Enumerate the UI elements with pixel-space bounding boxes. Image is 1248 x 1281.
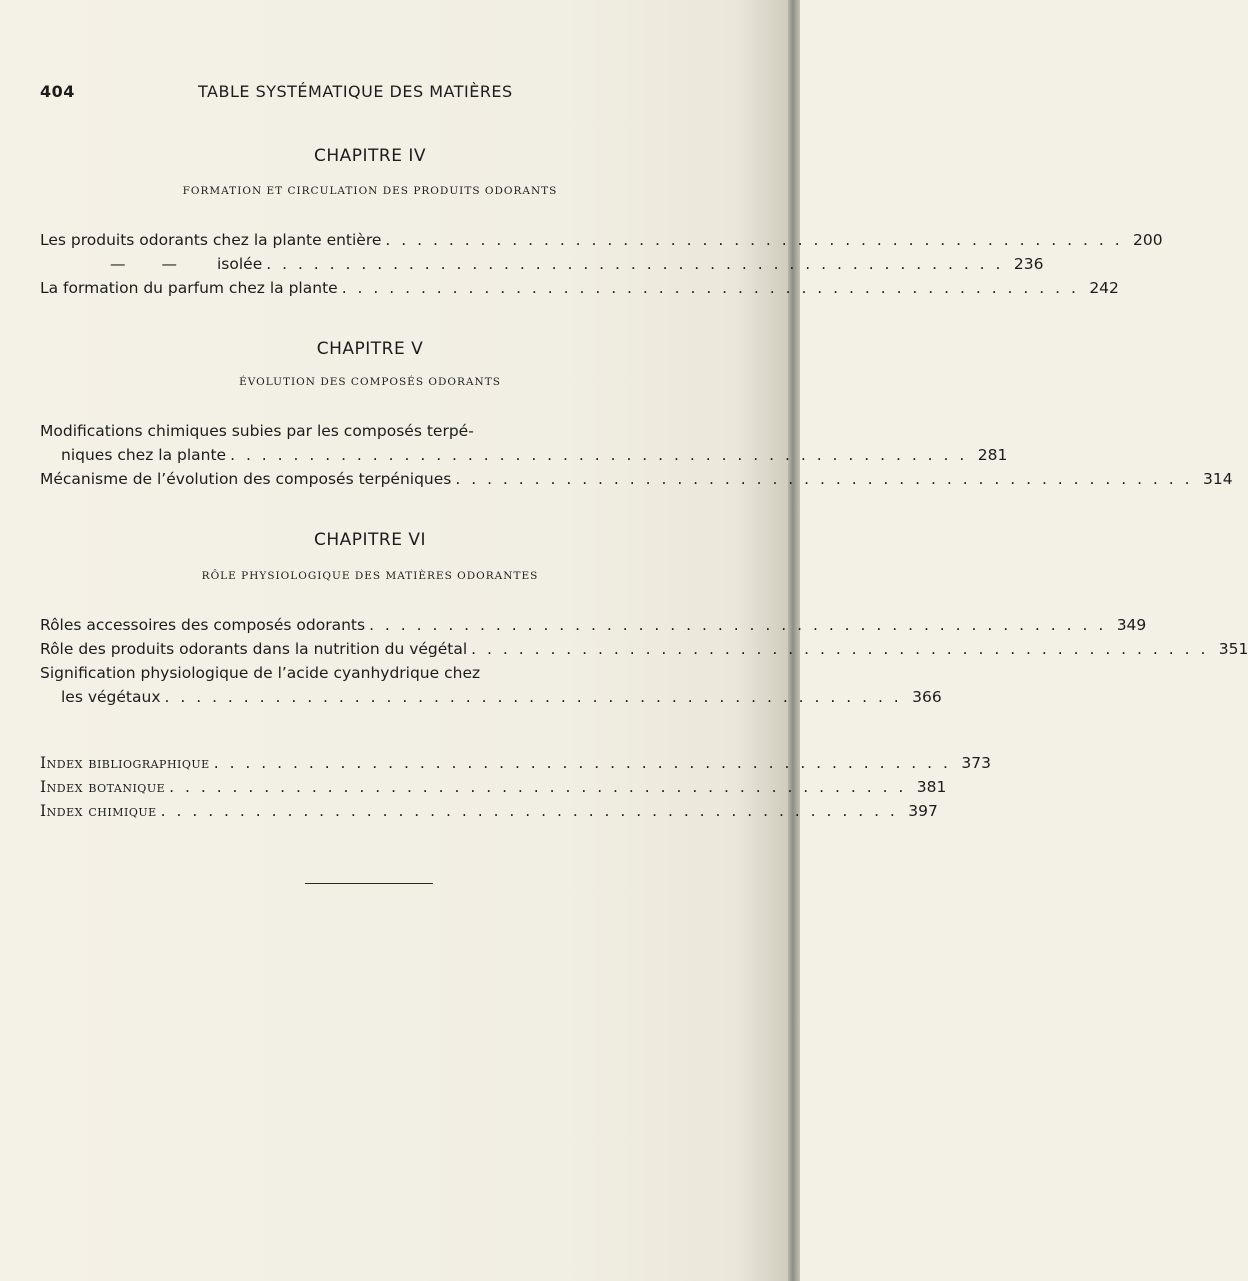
toc-entry[interactable] bbox=[40, 277, 1119, 299]
toc-entry[interactable] bbox=[40, 614, 1147, 636]
toc-entry[interactable] bbox=[40, 253, 1044, 275]
chapter-6-title: CHAPITRE VI bbox=[313, 530, 427, 550]
dot-leader: . . . . . . . . . . . . . . . . . . . . . . . . . . . . . . . . . . . . . . . . . . . . . . . bbox=[385, 231, 1123, 249]
index-entry-page: 381 bbox=[916, 778, 947, 796]
dot-leader: . . . . . . . . . . . . . . . . . . . . . . . . . . . . . . . . . . . . . . . . . . . . . . . bbox=[369, 616, 1107, 634]
toc-entry-text: Mécanisme de l’évolution des composés terpéniques bbox=[40, 470, 452, 488]
index-entry-page: 397 bbox=[908, 802, 938, 820]
toc-entry[interactable] bbox=[40, 686, 942, 708]
toc-entry-text: niques chez la plante bbox=[61, 446, 227, 464]
toc-entry-page: 314 bbox=[1202, 470, 1233, 488]
chapter-5-title: CHAPITRE V bbox=[316, 339, 424, 359]
toc-entry-page: 349 bbox=[1116, 616, 1147, 634]
ditto-mark: — bbox=[110, 255, 126, 273]
toc-entry[interactable] bbox=[40, 229, 1163, 251]
dot-leader: . . . . . . . . . . . . . . . . . . . . . . . . . . . . . . . . . . . . . . . . . . . . . . . bbox=[164, 688, 902, 706]
index-entry-text: Index botanique bbox=[40, 778, 166, 796]
toc-entry-text: La formation du parfum chez la plante bbox=[40, 279, 338, 297]
toc-entry-text-line1: Modifications chimiques subies par les composés terpé- bbox=[40, 422, 474, 440]
toc-entry-page: 351 bbox=[1218, 640, 1248, 658]
toc-entry-page: 281 bbox=[977, 446, 1008, 464]
running-title: TABLE SYSTÉMATIQUE DES MATIÈRES bbox=[198, 82, 513, 101]
index-entry-text: Index chimique bbox=[40, 802, 157, 820]
end-rule bbox=[305, 883, 433, 884]
page-header bbox=[40, 82, 700, 106]
toc-entry-text: les végétaux bbox=[61, 688, 161, 706]
chapter-5-subtitle: ÉVOLUTION DES COMPOSÉS ODORANTS bbox=[239, 376, 501, 388]
index-entry[interactable] bbox=[40, 752, 991, 774]
dot-leader: . . . . . . . . . . . . . . . . . . . . . . . . . . . . . . . . . . . . . . . . . . . . . . . bbox=[471, 640, 1209, 658]
toc-entry-text: isolée bbox=[217, 255, 263, 273]
dot-leader: . . . . . . . . . . . . . . . . . . . . . . . . . . . . . . . . . . . . . . . . . . . . . . . bbox=[213, 754, 951, 772]
dot-leader: . . . . . . . . . . . . . . . . . . . . . . . . . . . . . . . . . . . . . . . . . . . . . . . bbox=[455, 470, 1193, 488]
chapter-6-subtitle: RÔLE PHYSIOLOGIQUE DES MATIÈRES ODORANTES bbox=[201, 570, 539, 582]
index-entry[interactable] bbox=[40, 800, 938, 822]
dot-leader: . . . . . . . . . . . . . . . . . . . . . . . . . . . . . . . . . . . . . . . . . . . . . . . bbox=[266, 255, 1004, 273]
index-entry[interactable] bbox=[40, 776, 947, 798]
chapter-4-title: CHAPITRE IV bbox=[313, 146, 427, 166]
toc-entry-text: Rôle des produits odorants dans la nutrition du végétal bbox=[40, 640, 468, 658]
page-number: 404 bbox=[40, 82, 75, 101]
dot-leader: . . . . . . . . . . . . . . . . . . . . . . . . . . . . . . . . . . . . . . . . . . . . . . . bbox=[160, 802, 898, 820]
index-entry-text: Index bibliographique bbox=[40, 754, 210, 772]
ditto-mark: — bbox=[161, 255, 177, 273]
toc-entry-page: 366 bbox=[912, 688, 942, 706]
toc-entry-text: Rôles accessoires des composés odorants bbox=[40, 616, 366, 634]
dot-leader: . . . . . . . . . . . . . . . . . . . . . . . . . . . . . . . . . . . . . . . . . . . . . . . bbox=[169, 778, 907, 796]
toc-entry-page: 200 bbox=[1133, 231, 1163, 249]
index-entry-page: 373 bbox=[961, 754, 991, 772]
toc-entry[interactable] bbox=[40, 444, 1008, 466]
toc-entry-page: 236 bbox=[1013, 255, 1044, 273]
toc-entry-text: Les produits odorants chez la plante entière bbox=[40, 231, 382, 249]
toc-entry-page: 242 bbox=[1089, 279, 1119, 297]
chapter-4-subtitle: FORMATION ET CIRCULATION DES PRODUITS ODORANTS bbox=[182, 185, 558, 197]
dot-leader: . . . . . . . . . . . . . . . . . . . . . . . . . . . . . . . . . . . . . . . . . . . . . . . bbox=[230, 446, 968, 464]
toc-entry-text-line1: Signification physiologique de l’acide cyanhydrique chez bbox=[40, 664, 481, 682]
toc-entry[interactable] bbox=[40, 468, 1233, 490]
toc-entry[interactable] bbox=[40, 638, 1248, 660]
dot-leader: . . . . . . . . . . . . . . . . . . . . . . . . . . . . . . . . . . . . . . . . . . . . . . . bbox=[341, 279, 1079, 297]
